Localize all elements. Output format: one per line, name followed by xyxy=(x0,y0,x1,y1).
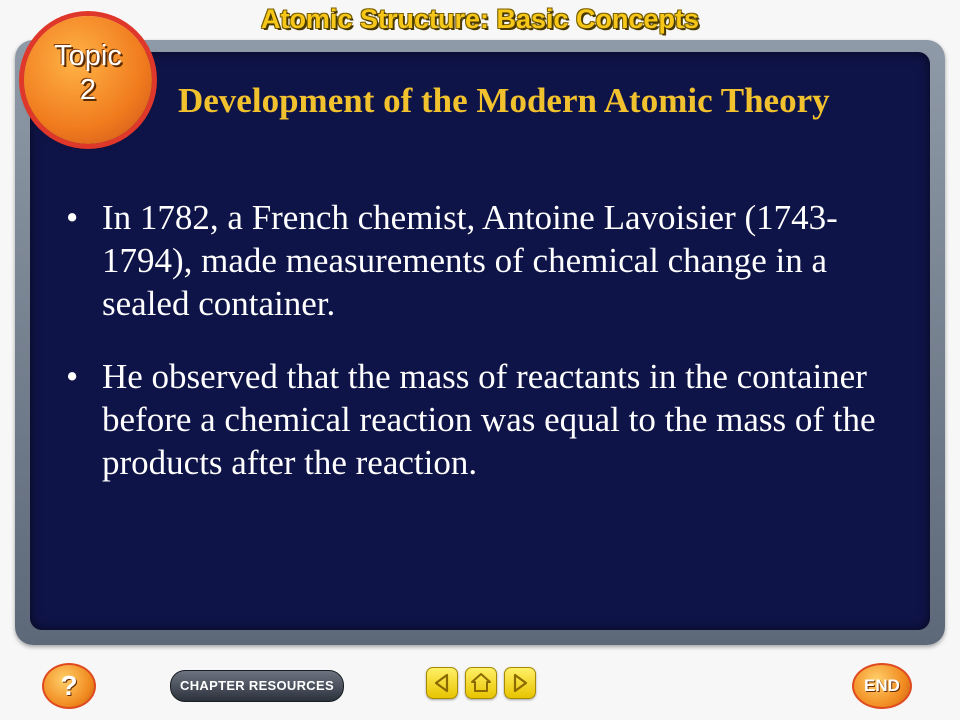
end-button[interactable]: END xyxy=(852,663,912,709)
bullet-item xyxy=(58,355,888,484)
home-button[interactable] xyxy=(465,667,497,699)
previous-button[interactable] xyxy=(426,667,458,699)
home-icon xyxy=(466,668,496,698)
bullet-dot-icon: • xyxy=(66,357,79,396)
bullet-text: In 1782, a French chemist, Antoine Lavoisier (1743-1794), made measurements of chemical change in a sealed container. xyxy=(102,198,838,323)
topic-badge xyxy=(24,16,152,144)
topic-badge-word: Topic xyxy=(54,40,122,72)
bullet-item xyxy=(58,196,888,325)
arrow-left-icon xyxy=(427,668,457,698)
arrow-right-icon xyxy=(505,668,535,698)
bullet-list xyxy=(58,196,888,514)
next-button[interactable] xyxy=(504,667,536,699)
topic-badge-number: 2 xyxy=(79,74,97,106)
bullet-text: He observed that the mass of reactants in the container before a chemical reaction was equal to the mass of the products after the reaction. xyxy=(102,357,876,482)
header-title: Atomic Structure: Basic Concepts xyxy=(260,4,700,34)
chapter-resources-button[interactable]: CHAPTER RESOURCES xyxy=(170,670,344,702)
slide-title: Development of the Modern Atomic Theory xyxy=(178,81,830,120)
help-button[interactable]: ? xyxy=(42,663,96,709)
bullet-dot-icon: • xyxy=(66,198,79,237)
